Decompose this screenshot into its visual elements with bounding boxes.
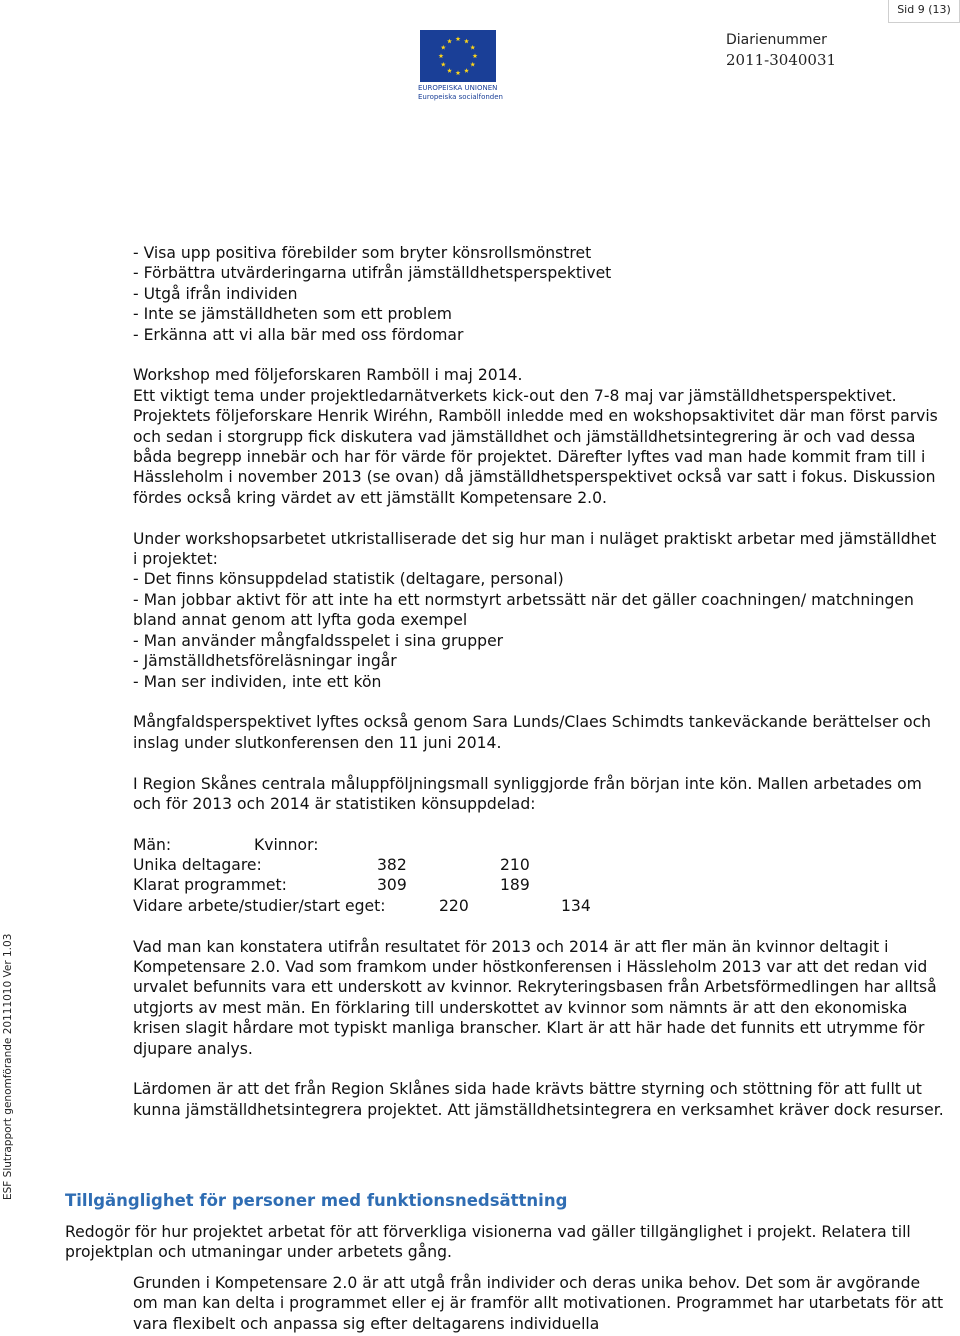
stats-women-value: 189 — [500, 876, 530, 895]
list-item: - Man jobbar aktivt för att inte ha ett normstyrt arbetssätt när det gäller coachningen/ matchningen bland annat genom att lyfta goda exempel — [133, 590, 914, 630]
stats-men-value: 309 — [377, 876, 407, 895]
list-item: - Visa upp positiva förebilder som bryter könsrollsmönstret — [133, 244, 592, 262]
diary-number: 2011-3040031 — [726, 51, 837, 69]
stats-header-row — [133, 835, 945, 855]
eu-logo — [418, 30, 503, 102]
stats-label: Unika deltagare: — [133, 856, 262, 875]
diary-block — [726, 30, 836, 70]
table-row — [133, 875, 945, 895]
lesson-paragraph: Lärdomen är att det från Region Sklånes sida hade krävts bättre styrning och stöttning för att fullt ut kunna jämställdhetsintegrera projektet. Att jämställdhetsintegrera en verksamhet kräver dock resurser. — [133, 1080, 944, 1119]
section-heading: Tillgänglighet för personer med funktionsnedsättning — [65, 1191, 568, 1210]
list-item: - Man använder mångfaldsspelet i sina grupper — [133, 631, 504, 650]
stats-label: Klarat programmet: — [133, 876, 287, 895]
list-item: - Erkänna att vi alla bär med oss fördomar — [133, 325, 464, 344]
main-content — [133, 243, 945, 1120]
stats-women-value: 210 — [500, 856, 530, 875]
list-item: - Inte se jämställdheten som ett problem — [133, 305, 452, 324]
stats-header-men: Män: — [133, 835, 172, 854]
list-item: - Utgå ifrån individen — [133, 284, 298, 303]
page-number: Sid 9 (13) — [888, 0, 960, 23]
list-item: - Jämställdhetsföreläsningar ingår — [133, 652, 397, 671]
logo-text-fund: Europeiska socialfonden — [418, 93, 503, 101]
stats-table — [133, 835, 945, 917]
eu-flag-icon — [420, 30, 496, 82]
diversity-paragraph: Mångfaldsperspektivet lyftes också genom Sara Lunds/Claes Schimdts tankeväckande berättelser och inslag under slutkonferensen den 11 juni 2014. — [133, 713, 932, 752]
crystallized-intro: Under workshopsarbetet utkristalliserade det sig hur man i nuläget praktiskt arbetar med jämställdhet i projektet: — [133, 529, 937, 569]
workshop-paragraph: Ett viktigt tema under projektledarnätverkets kick-out den 7-8 maj var jämställdhetsperspektivet. Projektets följeforskare Henrik Wiréhn, Ramböll inledde med en wokshopsaktivitet där man först parvis och sedan i storgrupp fick diskutera vad jämställdhet och jämställdhetsintegrering är och vad dessa båda begrepp innebär och har för värde för projektet. Därefter lyftes vad man hade kommit fram till i Hässleholm i november 2013 (se ovan) då jämställdhetsperspektivet också var satt i fokus. Diskussion fördes också kring värdet av ett jämställt Kompetensare 2.0. — [133, 386, 938, 507]
section-intro: Redogör för hur projektet arbetat för att förverkliga visionerna vad gäller tillgänglighet i projekt. Relatera till projektplan och utmaningar under arbetets gång. — [65, 1223, 911, 1262]
stats-women-value: 134 — [561, 896, 591, 915]
stats-men-value: 220 — [439, 896, 469, 915]
side-footer-text: ESF Slutrapport genomförande 20111010 Ver 1.03 — [2, 933, 14, 1200]
stats-header-women: Kvinnor: — [254, 835, 319, 854]
stats-men-value: 382 — [377, 856, 407, 875]
table-row — [133, 855, 945, 875]
stats-label: Vidare arbete/studier/start eget: — [133, 896, 386, 915]
section-body: Grunden i Kompetensare 2.0 är att utgå från individer och deras unika behov. Det som är avgörande om man kan delta i programmet eller ej är framför allt motivationen. Programmet har utarbetats för att vara flexibelt och anpassa sig efter deltagarens individuella — [133, 1274, 944, 1333]
list-item: - Man ser individen, inte ett kön — [133, 672, 382, 691]
logo-text-union: EUROPEISKA UNIONEN — [418, 84, 498, 92]
table-row — [133, 896, 945, 916]
region-paragraph: I Region Skånes centrala måluppföljningsmall synliggjorde från början inte kön. Mallen arbetades om och för 2013 och 2014 är statistiken könsuppdelad: — [133, 774, 922, 813]
conclusion-paragraph: Vad man kan konstatera utifrån resultatet för 2013 och 2014 är att fler män än kvinnor deltagit i Kompetensare 2.0. Vad som framkom under höstkonferensen i Hässleholm 2013 var att det redan vid urvalet befunnits vara ett underskott av kvinnor. Rekryteringsbasen från Arbetsförmedlingen har alltså utgjorts av mest män. En förklaring till underskottet av kvinnor som nämnts är att den ekonomiska krisen slagit hårdare mot typiskt manliga branscher. Klart är att här hade det funnits ett utrymme för djupare analys. — [133, 937, 937, 1058]
diary-label: Diarienummer — [726, 32, 827, 48]
workshop-title: Workshop med följeforskaren Ramböll i maj 2014. — [133, 366, 523, 385]
list-item: - Förbättra utvärderingarna utifrån jämställdhetsperspektivet — [133, 264, 612, 283]
list-item: - Det finns könsuppdelad statistik (deltagare, personal) — [133, 570, 564, 589]
